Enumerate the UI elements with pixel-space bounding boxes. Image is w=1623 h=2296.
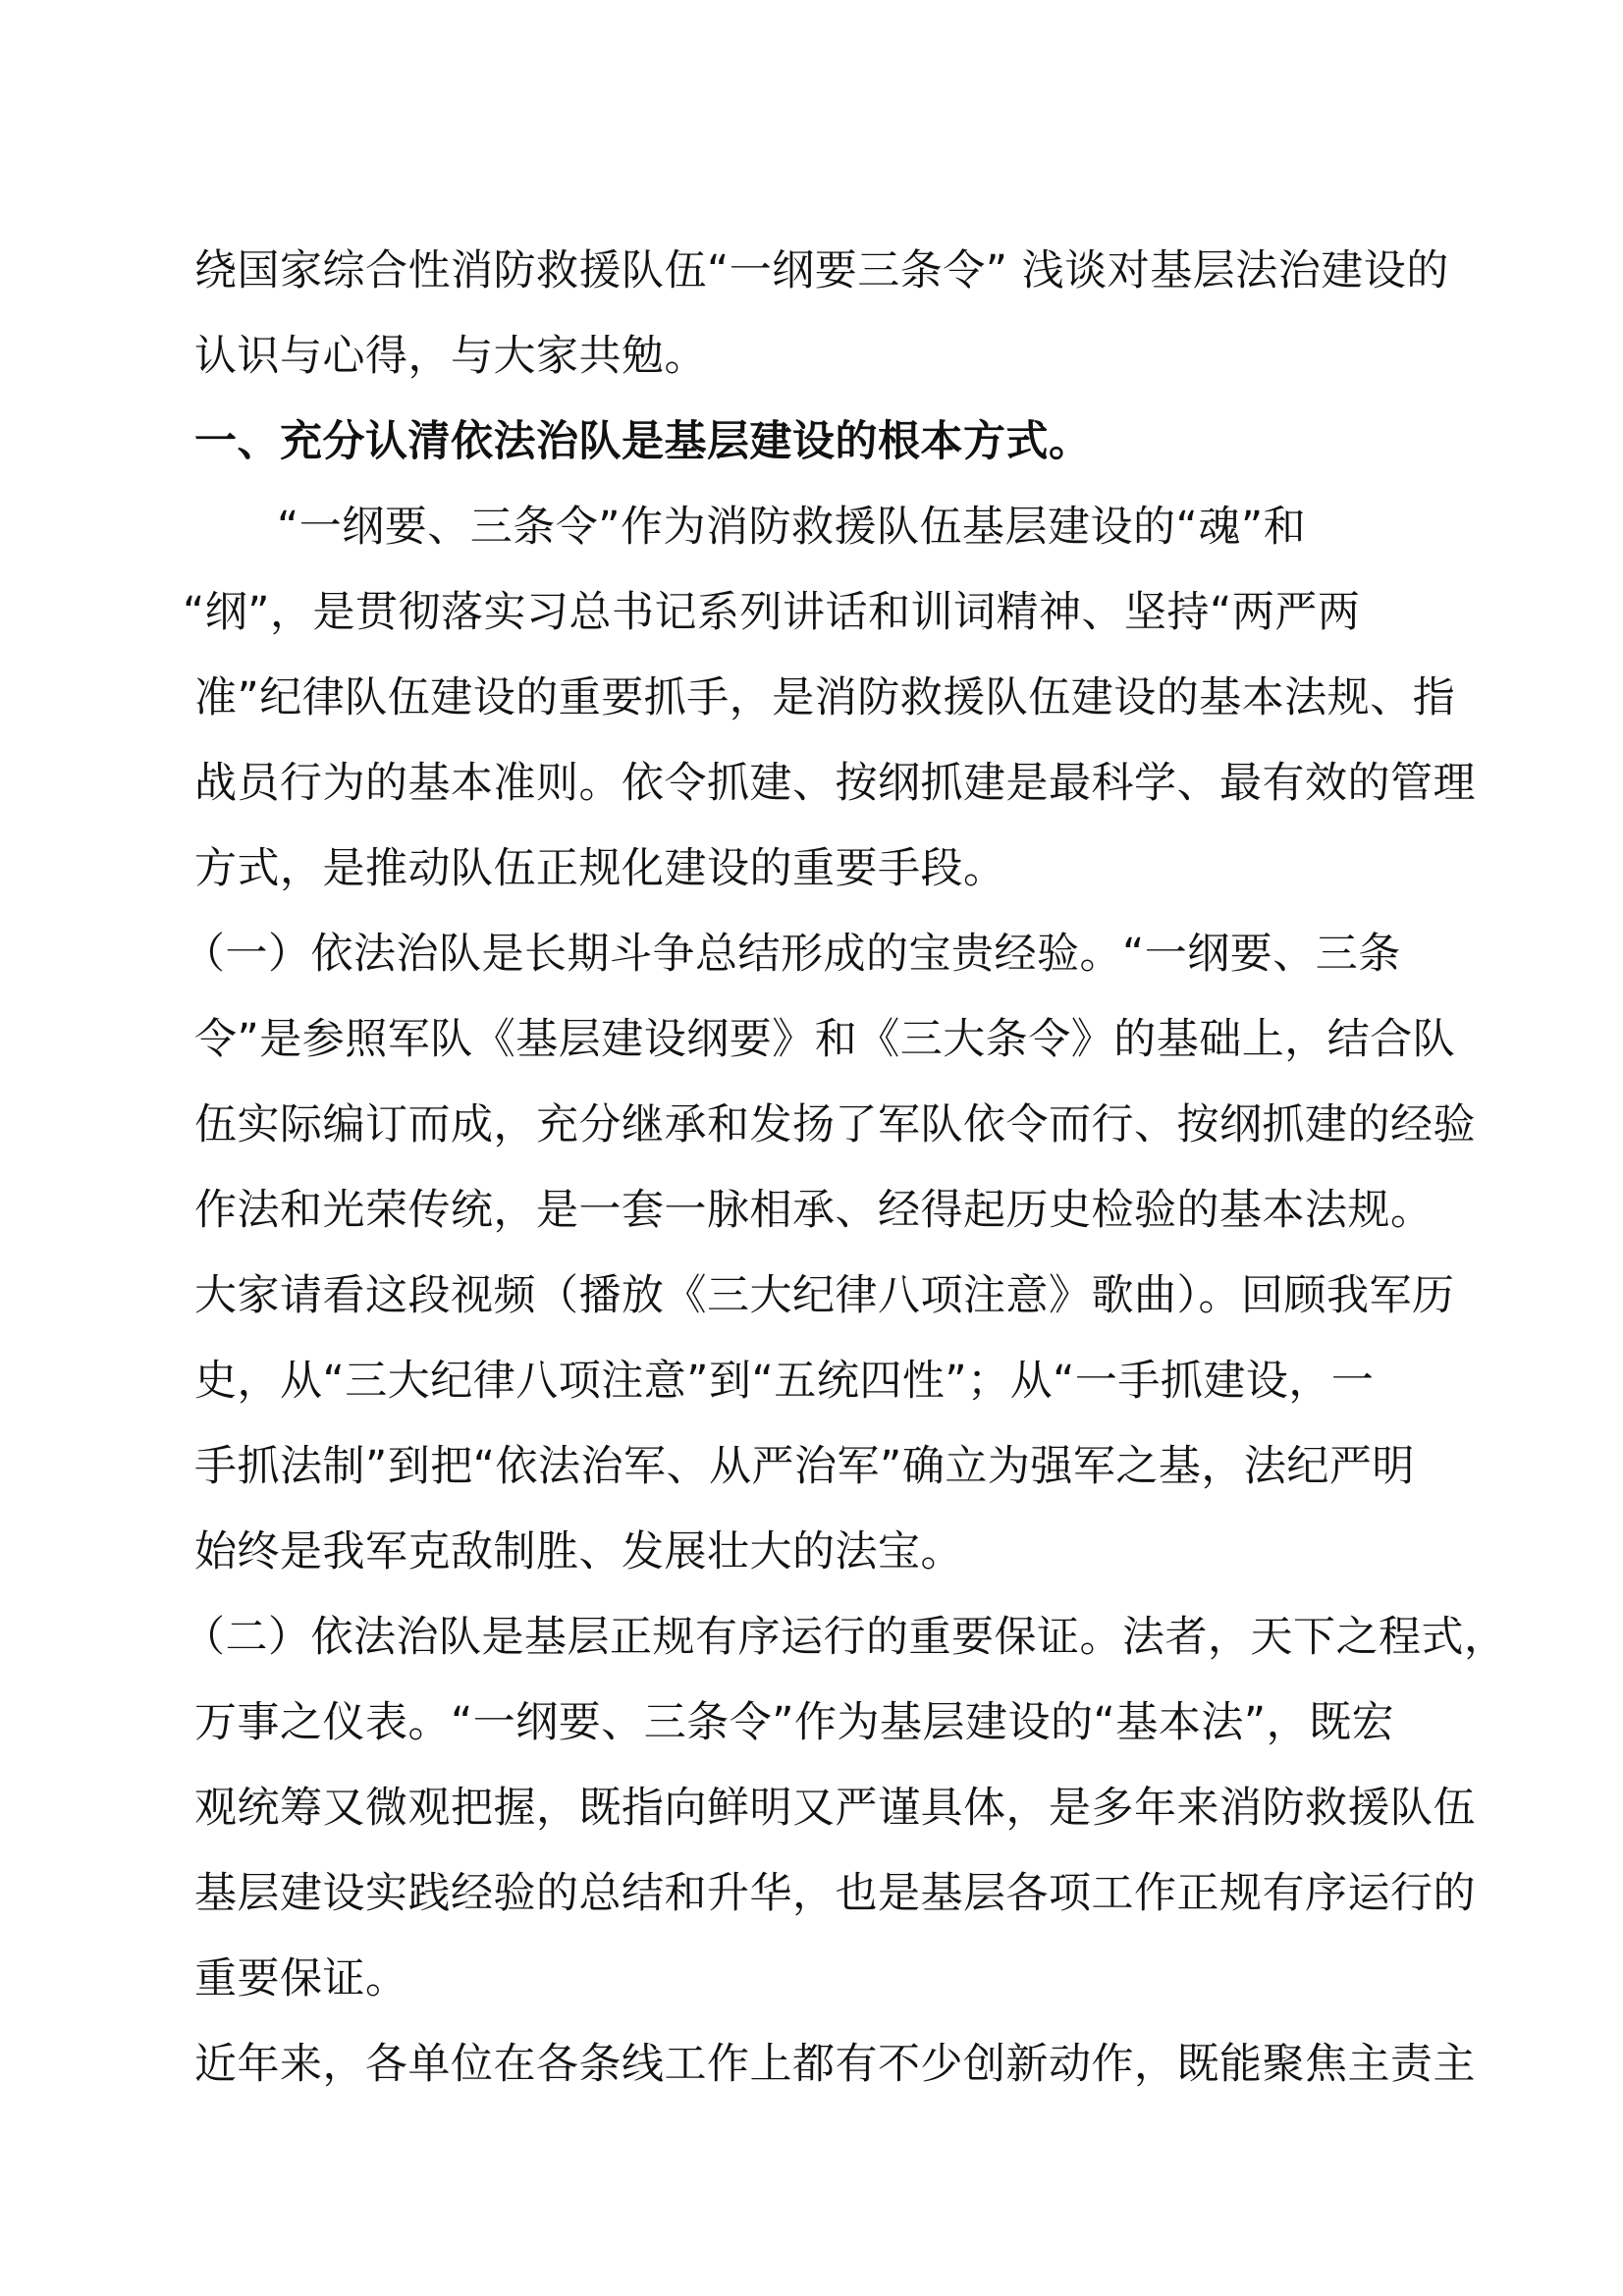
text-line: 万事之仪表。“一纲要、三条令”作为基层建设的“基本法”，既宏 xyxy=(194,1698,1395,1747)
text-line: 史，从“三大纪律八项注意”到“五统四性”；从“一手抓建设，一 xyxy=(194,1357,1375,1406)
text-line: 大家请看这段视频（播放《三大纪律八项注意》歌曲）。回顾我军历 xyxy=(194,1271,1455,1320)
text-line: 近年来，各单位在各条线工作上都有不少创新动作，既能聚焦主责主 xyxy=(194,2040,1476,2089)
text-line: 方式，是推动队伍正规化建设的重要手段。 xyxy=(194,844,1006,893)
section-heading: 一、充分认清依法治队是基层建设的根本方式。 xyxy=(194,417,1092,466)
text-line: 重要保证。 xyxy=(194,1954,408,2003)
text-line: 手抓法制”到把“依法治军、从严治军”确立为强军之基，法纪严明 xyxy=(194,1442,1415,1491)
text-line: 伍实际编订而成，充分继承和发扬了军队依令而行、按纲抓建的经验 xyxy=(194,1100,1476,1149)
subsection-line: （二）依法治队是基层正规有序运行的重要保证。法者，天下之程式， xyxy=(183,1613,1507,1662)
text-line: 始终是我军克敌制胜、发展壮大的法宝。 xyxy=(194,1527,963,1576)
text-line: 准”纪律队伍建设的重要抓手，是消防救援队伍建设的基本法规、指 xyxy=(194,673,1456,722)
text-line: 基层建设实践经验的总结和升华，也是基层各项工作正规有序运行的 xyxy=(194,1869,1476,1918)
text-line: 令”是参照军队《基层建设纲要》和《三大条令》的基础上，结合队 xyxy=(194,1015,1456,1064)
subsection-line: （一）依法治队是长期斗争总结形成的宝贵经验。“一纲要、三条 xyxy=(183,930,1401,979)
text-line: 认识与心得，与大家共勉。 xyxy=(194,332,707,381)
text-line: “纲”，是贯彻落实习总书记系列讲话和训词精神、坚持“两严两 xyxy=(183,588,1361,637)
text-line: 绕国家综合性消防救援队伍“一纲要三条令” 浅谈对基层法治建设的 xyxy=(194,246,1449,295)
text-line: 观统筹又微观把握，既指向鲜明又严谨具体，是多年来消防救援队伍 xyxy=(194,1784,1476,1833)
text-line: 战员行为的基本准则。依令抓建、按纲抓建是最科学、最有效的管理 xyxy=(194,759,1476,808)
text-line: “一纲要、三条令”作为消防救援队伍基层建设的“魂”和 xyxy=(277,503,1307,552)
text-line: 作法和光荣传统，是一套一脉相承、经得起历史检验的基本法规。 xyxy=(194,1186,1434,1235)
